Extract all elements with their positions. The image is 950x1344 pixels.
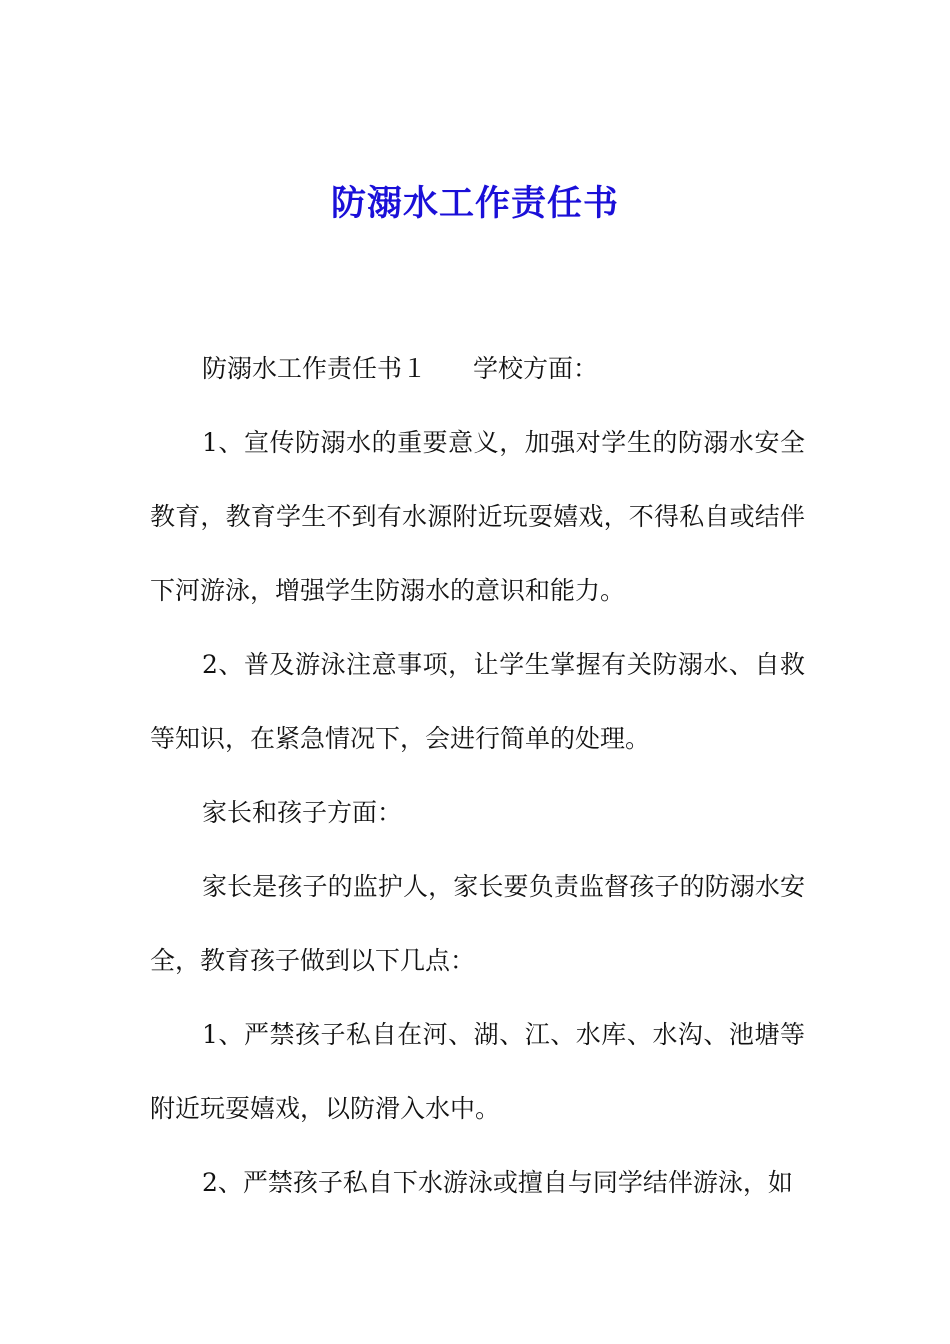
paragraph-parents-item-1: 1、严禁孩子私自在河、湖、江、水库、水沟、池塘等附近玩耍嬉戏，以防滑入水中。 xyxy=(150,1020,805,1123)
heading-label: 防溺水工作责任书１ xyxy=(202,354,428,383)
section-heading-parents: 家长和孩子方面： xyxy=(202,798,403,827)
paragraph-parents-item-2: 2、严禁孩子私自下水游泳或擅自与同学结伴游泳，如 xyxy=(202,1168,793,1197)
document-body xyxy=(150,332,805,1220)
paragraph-school-item-1: 1、宣传防溺水的重要意义，加强对学生的防溺水安全教育，教育学生不到有水源附近玩耍嬉戏，不得私自或结伴下河游泳，增强学生防溺水的意识和能力。 xyxy=(150,428,805,605)
section-heading-school: 学校方面： xyxy=(473,354,599,383)
document-title: 防溺水工作责任书 xyxy=(330,183,619,224)
paragraph-school-item-2: 2、普及游泳注意事项，让学生掌握有关防溺水、自救等知识，在紧急情况下，会进行简单的处理。 xyxy=(150,650,805,753)
heading-line xyxy=(150,332,805,406)
paragraph-parents-intro: 家长是孩子的监护人，家长要负责监督孩子的防溺水安全，教育孩子做到以下几点： xyxy=(150,872,805,975)
